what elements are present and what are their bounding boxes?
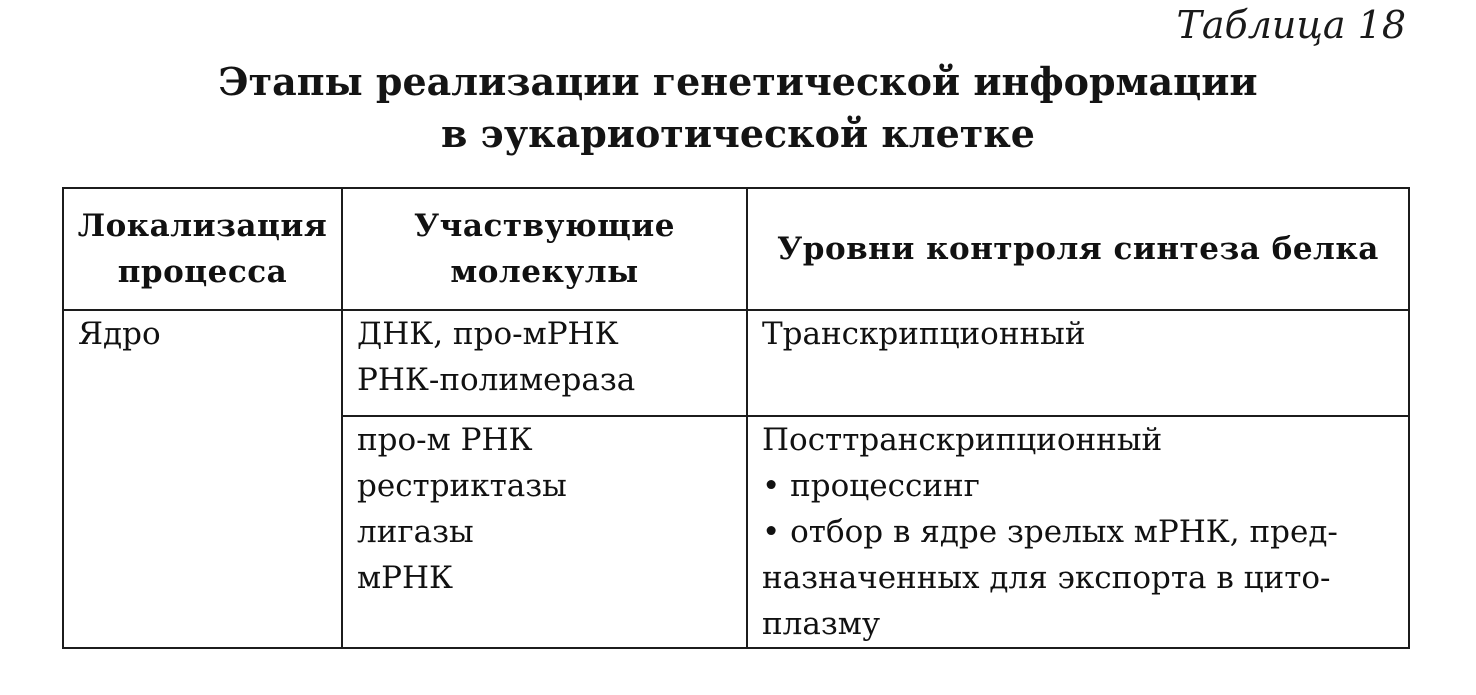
header-molecules <box>342 188 747 310</box>
cell-control <box>747 416 1409 648</box>
cell-localization <box>63 310 342 648</box>
stages-table <box>62 187 1410 649</box>
title-line-1: Этапы реализации генетической информации <box>218 59 1258 104</box>
cell-control <box>747 310 1409 416</box>
control-bullet: • отбор в ядре зрелых мРНК, пред- <box>762 509 1394 555</box>
title-line-2: в эукариотической клетке <box>441 111 1035 156</box>
molecule-item: РНК-полимераза <box>357 362 636 398</box>
header-molecules-line-2: молекулы <box>450 254 639 290</box>
control-continuation: назначенных для экспорта в цито- <box>762 560 1331 596</box>
control-bullet: • процессинг <box>762 463 1394 509</box>
molecule-item: мРНК <box>357 560 453 596</box>
molecule-item: ДНК, про-мРНК <box>357 316 619 352</box>
control-level: Посттранскрипционный <box>762 422 1163 458</box>
molecule-item: про-м РНК <box>357 422 533 458</box>
cell-molecules <box>342 310 747 416</box>
header-row <box>63 188 1409 310</box>
molecule-item: рестриктазы <box>357 468 567 504</box>
table-row <box>63 310 1409 416</box>
control-continuation: плазму <box>762 606 881 642</box>
table-number: Таблица 18 <box>1176 3 1406 47</box>
page-title <box>0 56 1476 160</box>
header-control-levels: Уровни контроля синтеза белка <box>747 188 1409 310</box>
localization-value: Ядро <box>78 316 161 352</box>
header-localization-line-2: процесса <box>117 254 288 290</box>
header-localization-line-1: Локализация <box>77 208 328 244</box>
header-localization <box>63 188 342 310</box>
cell-molecules <box>342 416 747 648</box>
molecule-item: лигазы <box>357 514 474 550</box>
control-level: Транскрипционный <box>762 316 1086 352</box>
header-molecules-line-1: Участвующие <box>414 208 675 244</box>
